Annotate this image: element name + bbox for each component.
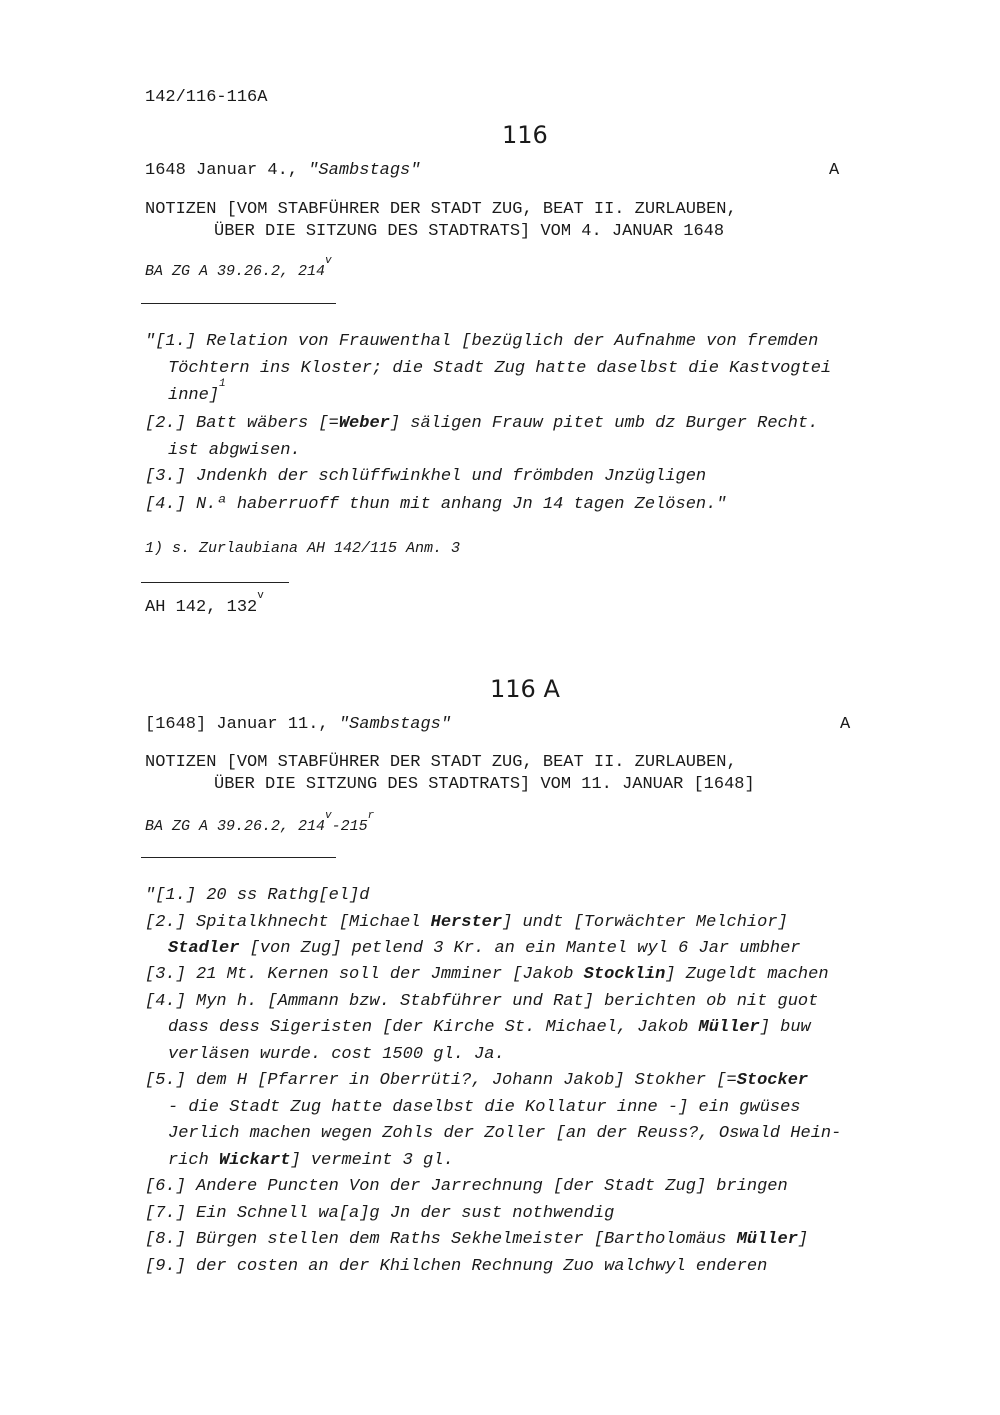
footnote-marker: 1 [219, 378, 226, 390]
date-day-quote: "Sambstags" [308, 161, 421, 180]
entry-text: ] [797, 1230, 809, 1249]
document-letter-116a: A [840, 715, 851, 734]
entry-text: rich [168, 1151, 220, 1170]
source-text: BA ZG A 39.26.2, 214 [145, 818, 326, 835]
entry-text: ] buw [759, 1018, 811, 1037]
entry-text: ] säligen Frauw pitet umb dz Burger Recht. [389, 414, 819, 433]
source-citation-116a [145, 810, 375, 835]
entry-line: verläsen wurde. cost 1500 gl. Ja. [168, 1045, 505, 1064]
entry-line: - die Stadt Zug hatte daselbst die Kollatur inne -] ein gwüses [168, 1098, 801, 1117]
name-highlight: Stadler [168, 939, 240, 958]
document-date-116a [145, 715, 451, 734]
entry-text: [5.] dem H [Pfarrer in Oberrüti?, Johann Jakob] Stokher [= [145, 1071, 737, 1090]
source-superscript: v [325, 810, 332, 822]
entry-line [168, 939, 801, 958]
name-highlight: Müller [736, 1230, 798, 1249]
entry-line [168, 1151, 454, 1170]
document-date-116 [145, 161, 420, 180]
entry-line: ist abgwisen. [168, 441, 301, 460]
reference-header: 142/116-116A [145, 88, 268, 107]
entry-line [145, 1230, 808, 1249]
date-text: [1648] Januar 11., [145, 715, 339, 734]
date-day-quote: "Sambstags" [338, 715, 452, 734]
name-highlight: Müller [698, 1018, 760, 1037]
source-text: -215 [331, 818, 368, 835]
section-divider [141, 857, 336, 858]
footnote: 1) s. Zurlaubiana AH 142/115 Anm. 3 [145, 540, 461, 557]
entry-line: Jerlich machen wegen Zohls der Zoller [an der Reuss?, Oswald Hein- [168, 1124, 842, 1143]
entry-text: ] undt [Torwächter Melchior] [502, 913, 788, 932]
entry-line: "[1.] 20 ss Rathg[el]d [145, 886, 370, 905]
entry-line: [6.] Andere Puncten Von der Jarrechnung [der Stadt Zug] bringen [145, 1177, 788, 1196]
name-highlight: Wickart [219, 1151, 291, 1170]
archive-reference [145, 590, 264, 617]
entry-line: [7.] Ein Schnell wa[a]g Jn der sust nothwendig [145, 1204, 615, 1223]
entry-line [168, 378, 226, 405]
document-heading-116a-line2: ÜBER DIE SITZUNG DES STADTRATS] VOM 11. JANUAR [1648] [214, 775, 755, 794]
entry-text: dass dess Sigeristen [der Kirche St. Michael, Jakob [168, 1018, 699, 1037]
entry-text: ] vermeint 3 gl. [290, 1151, 454, 1170]
source-superscript: r [367, 810, 375, 822]
entry-line [145, 965, 829, 984]
source-citation-116 [145, 255, 332, 280]
archive-superscript: v [257, 590, 264, 602]
source-superscript: v [325, 255, 332, 267]
document-number-116a: 116 A [490, 675, 560, 703]
name-highlight: Stocklin [583, 965, 666, 984]
entry-line [145, 414, 818, 433]
entry-line: [4.] Myn h. [Ammann bzw. Stabführer und Rat] berichten ob nit guot [145, 992, 819, 1011]
entry-text: [2.] Spitalkhnecht [Michael [145, 913, 431, 932]
section-divider [141, 582, 289, 583]
date-text: 1648 Januar 4., [145, 161, 309, 180]
entry-line [145, 913, 788, 932]
document-heading-116-line1: NOTIZEN [VOM STABFÜHRER DER STADT ZUG, BEAT II. ZURLAUBEN, [145, 200, 737, 219]
entry-line [168, 1018, 811, 1037]
document-letter-116: A [829, 161, 840, 180]
entry-line: "[1.] Relation von Frauwenthal [bezüglich der Aufnahme von fremden [145, 332, 819, 351]
document-heading-116-line2: ÜBER DIE SITZUNG DES STADTRATS] VOM 4. JANUAR 1648 [214, 222, 725, 241]
entry-line: [3.] Jndenkh der schlüffwinkhel und frömbden Jnzügligen [145, 467, 707, 486]
archive-text: AH 142, 132 [145, 598, 258, 617]
source-text: BA ZG A 39.26.2, 214 [145, 263, 326, 280]
name-highlight: Weber [338, 414, 390, 433]
entry-text: [3.] 21 Mt. Kernen soll der Jmminer [Jakob [145, 965, 584, 984]
entry-text: inne] [168, 386, 220, 405]
document-heading-116a-line1: NOTIZEN [VOM STABFÜHRER DER STADT ZUG, BEAT II. ZURLAUBEN, [145, 753, 737, 772]
name-highlight: Stocker [736, 1071, 809, 1090]
entry-text: [8.] Bürgen stellen dem Raths Sekhelmeister [Bartholomäus [145, 1230, 737, 1249]
entry-text: [von Zug] petlend 3 Kr. an ein Mantel wyl 6 Jar umbher [239, 939, 801, 958]
name-highlight: Herster [430, 913, 503, 932]
entry-text: ] Zugeldt machen [665, 965, 829, 984]
entry-line: [9.] der costen an der Khilchen Rechnung Zuo walchwyl enderen [145, 1257, 768, 1276]
entry-line: [4.] N.ª haberruoff thun mit anhang Jn 14 tagen Zelösen." [145, 495, 727, 514]
section-divider [141, 303, 336, 304]
entry-text: [2.] Batt wäbers [= [145, 414, 339, 433]
document-number-116: 116 [502, 121, 548, 149]
entry-line [145, 1071, 808, 1090]
entry-line: Töchtern ins Kloster; die Stadt Zug hatte daselbst die Kastvogtei [168, 359, 832, 378]
